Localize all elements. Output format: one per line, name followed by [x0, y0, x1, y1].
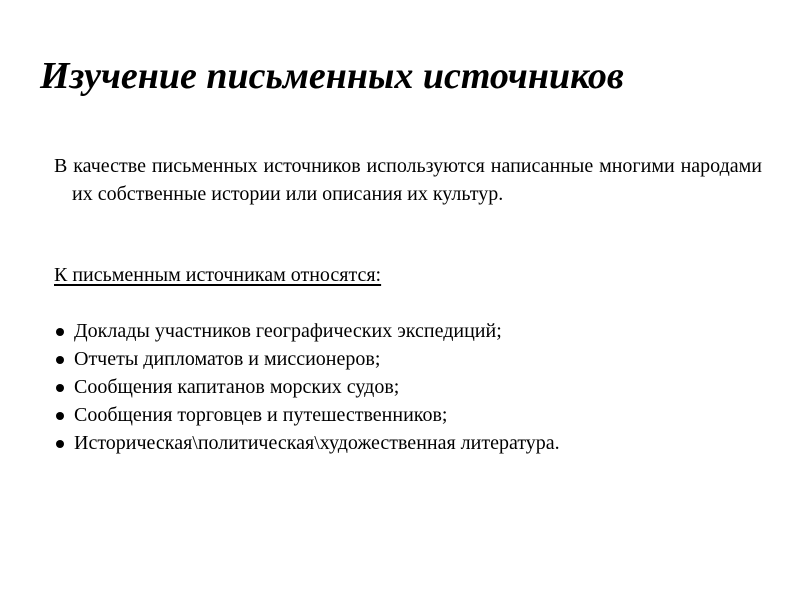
list-item-text: Отчеты дипломатов и миссионеров;: [74, 348, 381, 370]
bullet-dot-icon: [56, 412, 64, 420]
slide-title: Изучение письменных источников: [40, 55, 624, 97]
list-item-text: Сообщения капитанов морских судов;: [74, 376, 400, 398]
list-item-text: Сообщения торговцев и путешественников;: [74, 404, 448, 426]
bullet-dot-icon: [56, 440, 64, 448]
bullet-dot-icon: [56, 384, 64, 392]
bullet-dot-icon: [56, 328, 64, 336]
bullet-dot-icon: [56, 356, 64, 364]
list-item-text: Историческая\политическая\художественная литература.: [74, 432, 560, 454]
list-item: [54, 345, 754, 373]
list-item: [54, 317, 754, 345]
list-item-text: Доклады участников географических экспедиций;: [74, 320, 502, 342]
list-item: [54, 373, 754, 401]
list-item: [54, 429, 754, 457]
sources-subheading: К письменным источникам относятся:: [54, 264, 382, 286]
sources-list: [54, 317, 754, 457]
intro-paragraph: В качестве письменных источников используются написанные многими народами их собственные истории или описания их культур.: [54, 155, 762, 205]
list-item: [54, 401, 754, 429]
